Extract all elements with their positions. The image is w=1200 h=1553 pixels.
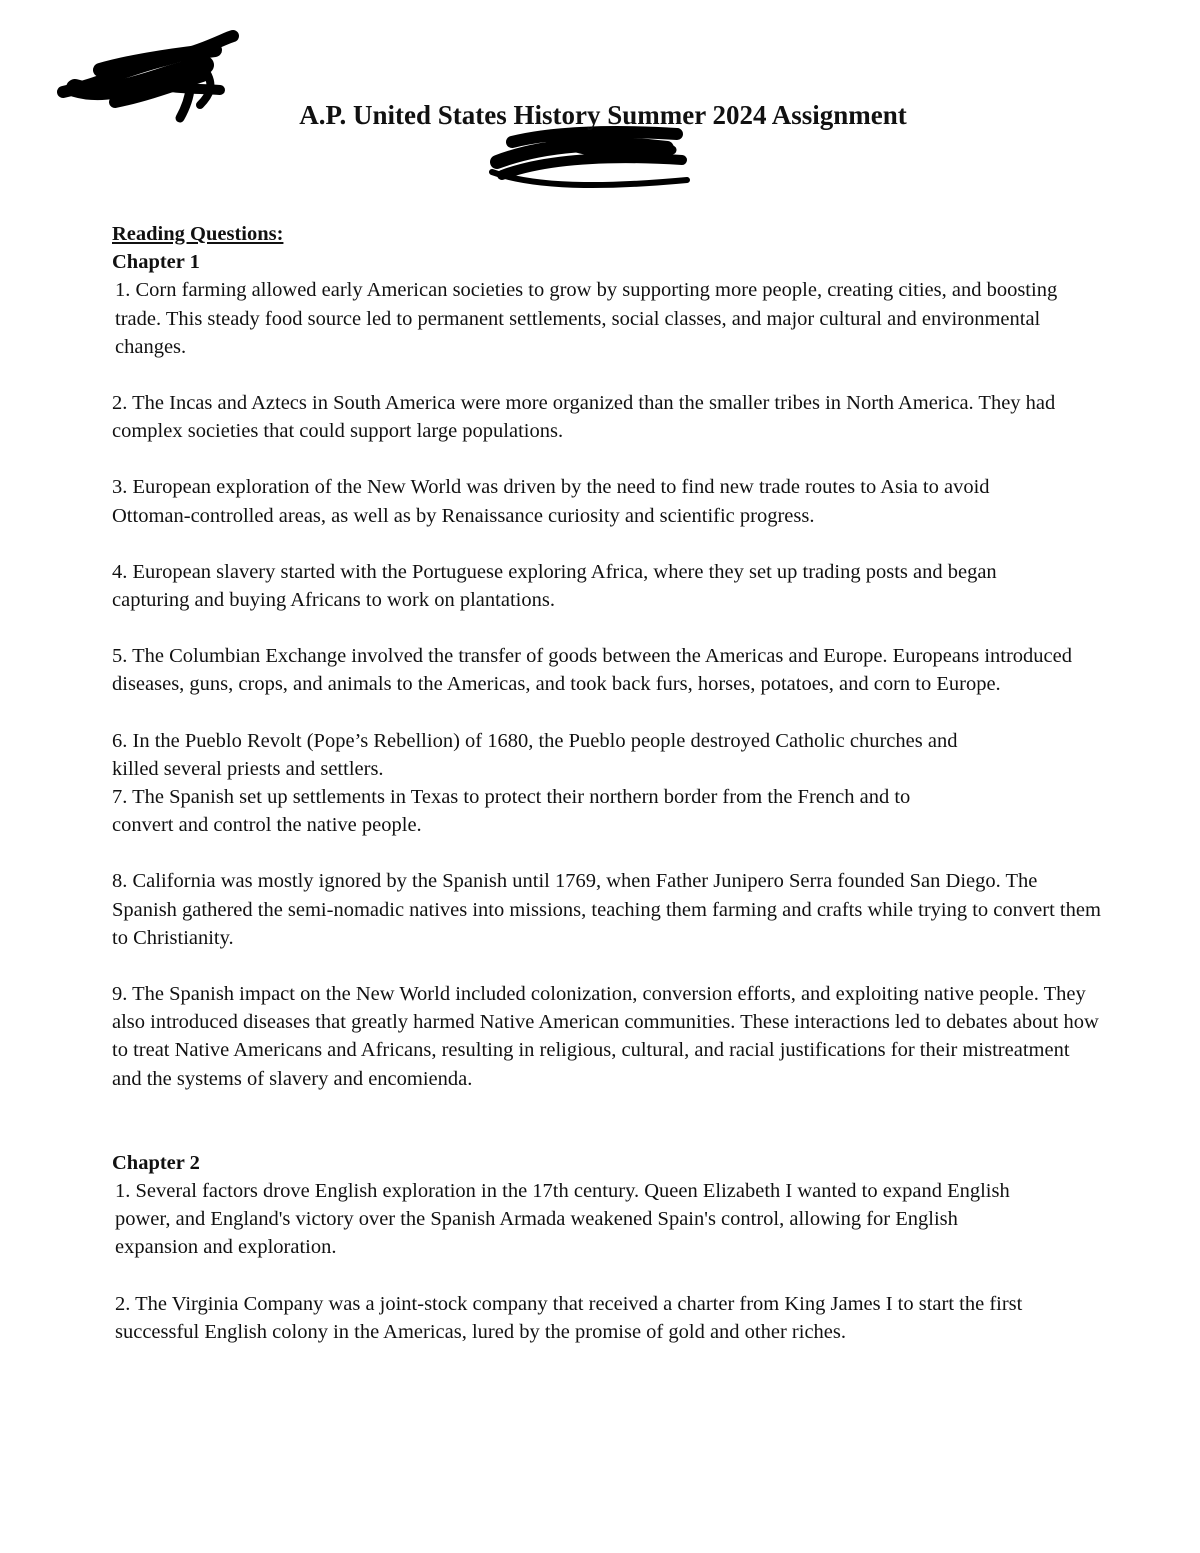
section-heading: Reading Questions: [112,223,284,245]
answer-paragraph: 8. California was mostly ignored by the Spanish until 1769, when Father Junipero Serra founded San Diego. The Spanish gathered the semi-nomadic natives into missions, teaching them farming and crafts while trying to convert them to Christianity. [112,870,1101,949]
answer-paragraph: 3. European exploration of the New World was driven by the need to find new trade routes to Asia to avoid Ottoman-controlled areas, as well as by Renaissance curiosity and scientific progress. [112,476,990,527]
answer-paragraph: 9. The Spanish impact on the New World included colonization, conversion efforts, and exploiting native people. They also introduced diseases that greatly harmed Native American communities. These interactions led to debates about how to treat Native Americans and Africans, resulting in religious, cultural, and racial justifications for their mistreatment and the systems of slavery and encomienda. [112,983,1099,1090]
document-body [112,220,1102,1346]
answer-paragraph: 7. The Spanish set up settlements in Texas to protect their northern border from the French and to convert and control the native people. [112,786,911,837]
answer-paragraph: 1. Several factors drove English exploration in the 17th century. Queen Elizabeth I wanted to expand English power, and England's victory over the Spanish Armada weakened Spain's control, allowing for English expansion and exploration. [115,1180,1010,1259]
answer-paragraph: 1. Corn farming allowed early American societies to grow by supporting more people, creating cities, and boosting trade. This steady food source led to permanent settlements, social classes, and major cultural and environmental changes. [115,279,1058,358]
answer-paragraph: 6. In the Pueblo Revolt (Pope’s Rebellion) of 1680, the Pueblo people destroyed Catholic churches and killed several priests and settlers. [112,729,958,780]
answer-paragraph: 2. The Incas and Aztecs in South America were more organized than the smaller tribes in North America. They had complex societies that could support large populations. [112,392,1056,443]
chapter-heading: Chapter 2 [112,1151,200,1174]
answer-paragraph: 4. European slavery started with the Portuguese exploring Africa, where they set up trading posts and began capturing and buying Africans to work on plantations. [112,560,997,612]
chapter-heading: Chapter 1 [112,251,200,274]
answer-paragraph: 5. The Columbian Exchange involved the transfer of goods between the Americas and Europe. Europeans introduced diseases, guns, crops, and animals to the Americas, and took back furs, horses, potatoes, and corn to Europe. [112,645,1072,696]
answer-paragraph: 2. The Virginia Company was a joint-stock company that received a charter from King James I to start the first successful English colony in the Americas, lured by the promise of gold and other riches. [115,1292,1023,1343]
document-title: A.P. United States History Summer 2024 Assignment [299,100,907,130]
